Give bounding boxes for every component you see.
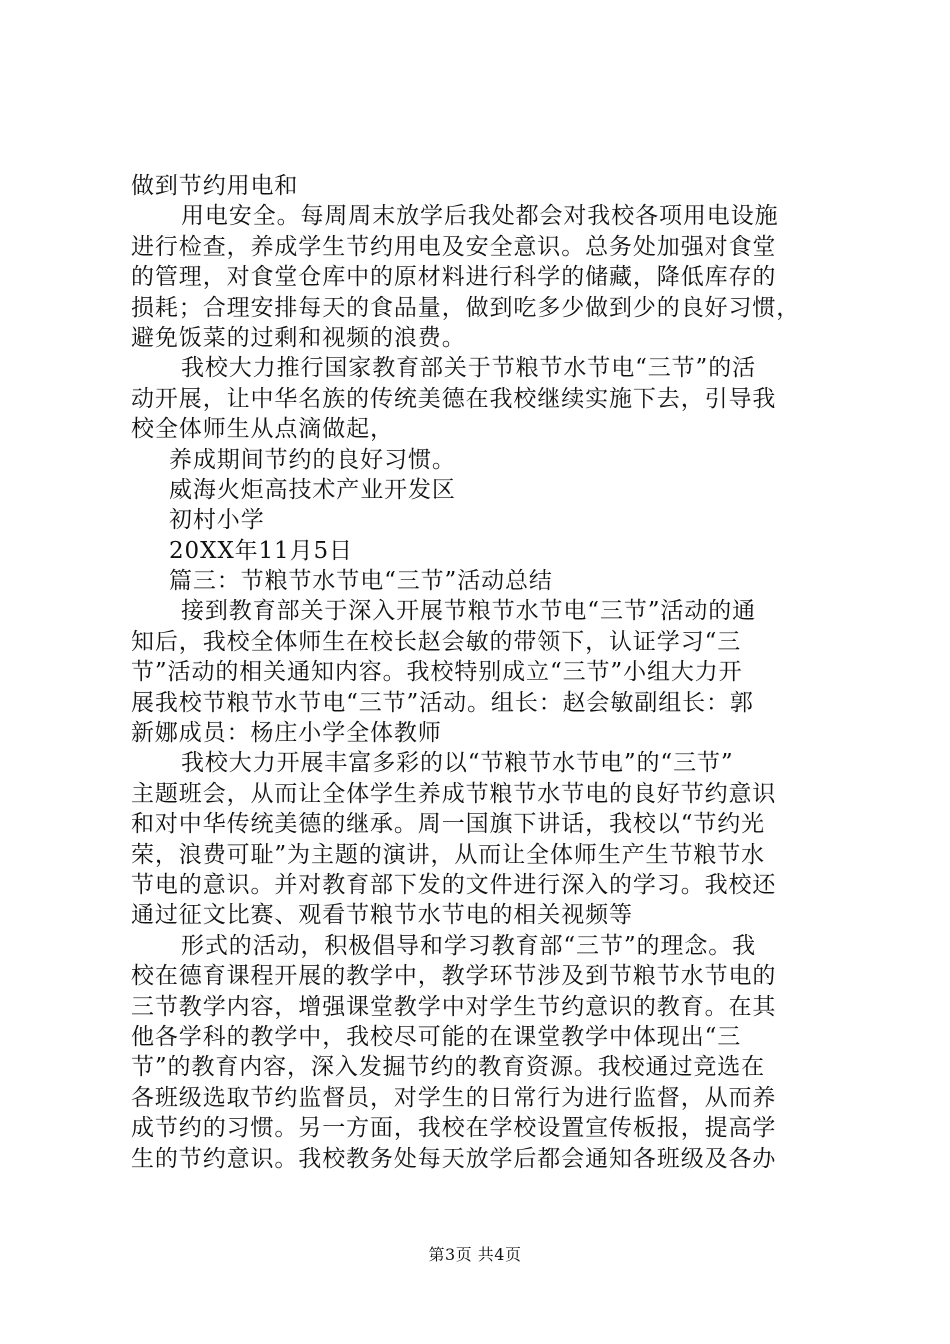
page-number-footer: 第3页 共4页: [428, 1245, 522, 1264]
text-line: 和对中华传统美德的继承。周一国旗下讲话，我校以“节约光: [131, 811, 766, 838]
text-line: 用电安全。每周周末放学后我处都会对我校各项用电设施: [181, 203, 779, 230]
text-line: 主题班会，从而让全体学生养成节粮节水节电的良好节约意识: [131, 780, 777, 807]
text-line: 校全体师生从点滴做起，: [131, 416, 394, 443]
text-line: 他各学科的教学中，我校尽可能的在课堂教学中体现出“三: [131, 1023, 742, 1050]
text-line: 校在德育课程开展的教学中，教学环节涉及到节粮节水节电的: [131, 963, 777, 990]
text-line: 损耗；合理安排每天的食品量，做到吃多少做到少的良好习惯，: [131, 294, 801, 321]
text-line: 养成期间节约的良好习惯。: [169, 446, 456, 473]
text-line: 形式的活动，积极倡导和学习教育部“三节”的理念。我: [181, 932, 757, 959]
text-line: 新娜成员：杨庄小学全体教师: [131, 720, 442, 747]
text-line: 初村小学: [169, 507, 265, 534]
date-line: 20XX年11月5日: [169, 537, 353, 564]
text-line: 节”的教育内容，深入发掘节约的教育资源。我校通过竞选在: [131, 1054, 766, 1081]
text-line: 节电的意识。并对教育部下发的文件进行深入的学习。我校还: [131, 871, 777, 898]
text-line: 做到节约用电和: [131, 173, 299, 199]
text-line: 成节约的习惯。另一方面，我校在学校设置宣传板报，提高学: [131, 1115, 777, 1142]
text-line: 荣，浪费可耻”为主题的演讲，从而让全体师生产生节粮节水: [131, 841, 766, 868]
text-line: 各班级选取节约监督员，对学生的日常行为进行监督，从而养: [131, 1084, 777, 1111]
text-line: 我校大力开展丰富多彩的以“节粮节水节电”的“三节”: [181, 750, 734, 777]
text-line: 我校大力推行国家教育部关于节粮节水节电“三节”的活: [181, 355, 757, 382]
text-line: 生的节约意识。我校教务处每天放学后都会通知各班级及各办: [131, 1145, 777, 1172]
text-line: 知后，我校全体师生在校长赵会敏的带领下，认证学习“三: [131, 628, 742, 655]
text-line: 进行检查，养成学生节约用电及安全意识。总务处加强对食堂: [131, 233, 777, 260]
text-line: 的管理，对食堂仓库中的原材料进行科学的储藏，降低库存的: [131, 264, 777, 291]
text-line: 展我校节粮节水节电“三节”活动。组长：赵会敏副组长：郭: [131, 689, 754, 716]
text-line: 动开展，让中华名族的传统美德在我校继续实施下去，引导我: [131, 385, 777, 412]
document-body: [131, 171, 851, 1174]
text-line: 避免饭菜的过剩和视频的浪费。: [131, 324, 466, 351]
text-line: 节”活动的相关通知内容。我校特别成立“三节”小组大力开: [131, 659, 743, 686]
section-heading: 篇三：节粮节水节电“三节”活动总结: [169, 568, 553, 595]
text-line: 三节教学内容，增强课堂教学中对学生节约意识的教育。在其: [131, 993, 777, 1020]
text-line: 威海火炬高技术产业开发区: [169, 476, 456, 503]
text-line: 接到教育部关于深入开展节粮节水节电“三节”活动的通: [181, 598, 757, 625]
text-line: 通过征文比赛、观看节粮节水节电的相关视频等: [131, 902, 633, 929]
